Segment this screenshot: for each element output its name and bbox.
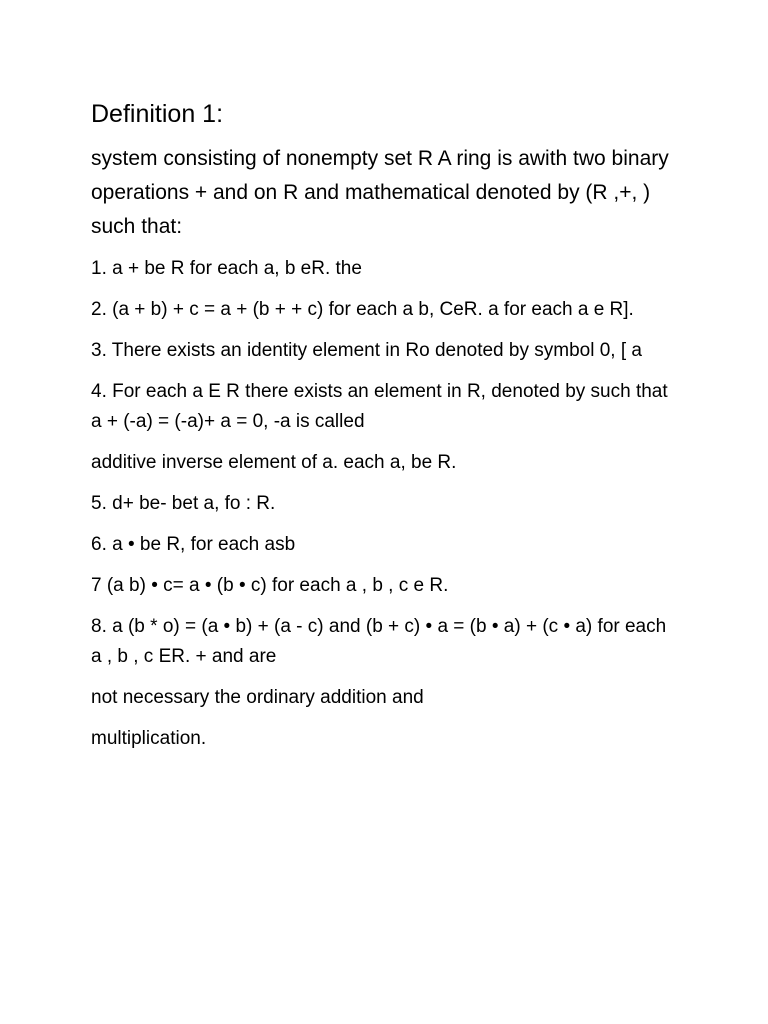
axiom-6: 6. a • be R, for each asb — [91, 534, 296, 555]
axiom-5: 5. d+ be- bet a, fo : R. — [91, 493, 276, 514]
axiom-1: 1. a + be R for each a, b eR. the — [91, 258, 362, 279]
axiom-3: 3. There exists an identity element in Ro denoted by symbol 0, [ a — [91, 340, 642, 361]
note-line-2: multiplication. — [91, 728, 207, 749]
document-body — [91, 98, 691, 765]
definition-title: Definition 1: — [91, 100, 224, 128]
axiom-7: 7 (a b) • c= a • (b • c) for each a , b , c e R. — [91, 575, 449, 596]
axiom-8: 8. a (b * o) = (a • b) + (a - c) and (b + c) • a = (b • a) + (c • a) for each a , b , c ER. + and are — [91, 616, 667, 667]
note-line-1: not necessary the ordinary addition and — [91, 687, 424, 708]
definition-intro: system consisting of nonempty set R A ring is awith two binary operations + and on R and mathematical denoted by (R ,+, ) such that: — [91, 147, 669, 238]
axiom-2: 2. (a + b) + c = a + (b + + c) for each a b, CeR. a for each a e R]. — [91, 299, 634, 320]
axiom-4-continued: additive inverse element of a. each a, be R. — [91, 452, 457, 473]
axiom-4: 4. For each a E R there exists an element in R, denoted by such that a + (-a) = (-a)+ a = 0, -a is called — [91, 381, 668, 432]
